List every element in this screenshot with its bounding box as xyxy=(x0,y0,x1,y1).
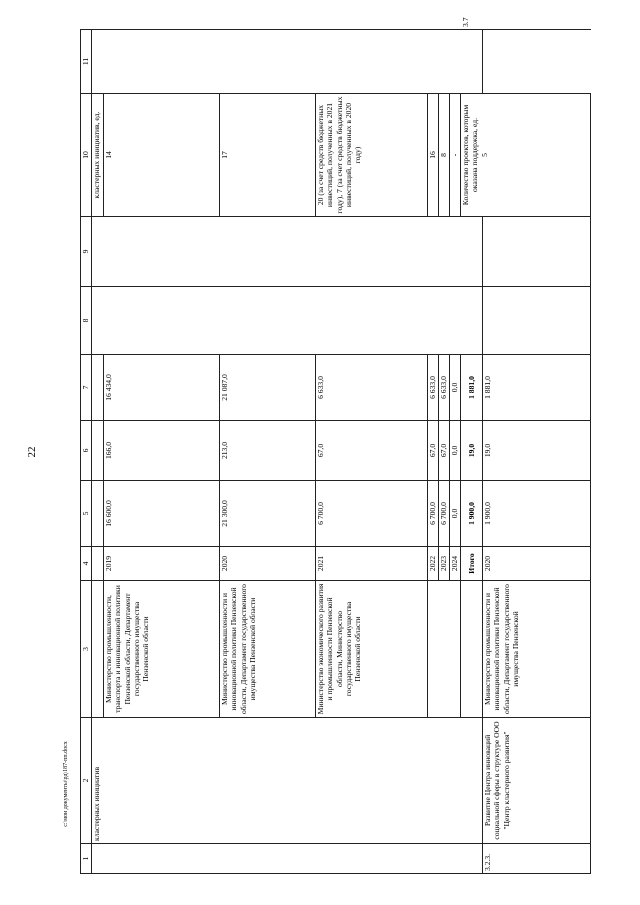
col-number: 1 xyxy=(81,844,92,874)
cell xyxy=(483,217,591,287)
cell-row-number: 3.2.3. xyxy=(483,844,591,874)
cell xyxy=(483,287,591,355)
cell-value: 0,0 xyxy=(450,355,461,421)
col-number: 7 xyxy=(81,355,92,421)
cell-value: 0,0 xyxy=(450,421,461,481)
cell-value: 6 700,0 xyxy=(439,481,450,547)
cell-value: 0,0 xyxy=(450,481,461,547)
cell-value: 19,0 xyxy=(483,421,591,481)
cell-year: 2023 xyxy=(439,547,450,581)
cell-value: 166,0 xyxy=(104,421,220,481)
cell-value: 6 633,0 xyxy=(439,355,450,421)
cell xyxy=(461,581,483,718)
table-row xyxy=(92,30,104,874)
col-number: 11 xyxy=(81,30,92,94)
col-number: 8 xyxy=(81,287,92,355)
cell-indicator: 14 xyxy=(104,94,220,217)
rotated-table-container xyxy=(80,17,590,874)
cell-year: 2022 xyxy=(428,547,439,581)
col-number: 2 xyxy=(81,718,92,844)
cell-value: 1 900,0 xyxy=(483,481,591,547)
cell xyxy=(92,844,483,874)
cell xyxy=(92,355,104,421)
cell-value: 6 633,0 xyxy=(428,355,439,421)
cell-executor: Министерство промышленности, транспорта и инновационной политики Пензенской области, Департамент государственного имущества Пензенской области xyxy=(104,581,220,718)
cell-year: 2019 xyxy=(104,547,220,581)
column-number-row xyxy=(81,30,92,874)
cell-indicator-name: кластерных инициатив, ед. xyxy=(92,94,104,217)
cell-indicator: - xyxy=(450,94,461,217)
col-number: 6 xyxy=(81,421,92,481)
cell xyxy=(92,547,104,581)
cell-value: 67,0 xyxy=(428,421,439,481)
cell-value: 6 700,0 xyxy=(316,481,428,547)
cell-indicator: 20 (за счет средств бюджетных инвестиций, полученных в 2021 году), 7 (за счет средств бюджетных инвестиций, полученных в 2020 году) xyxy=(316,94,428,217)
cell-value: 21 300,0 xyxy=(220,481,316,547)
cell-indicator: 17 xyxy=(220,94,316,217)
cell-year: 2020 xyxy=(483,547,591,581)
cell-total-value: 1 900,0 xyxy=(461,481,483,547)
cell xyxy=(92,30,483,94)
cell-year: 2021 xyxy=(316,547,428,581)
cell xyxy=(92,217,483,287)
cell-year: 2024 xyxy=(450,547,461,581)
cell-value: 1 881,0 xyxy=(483,355,591,421)
cell-executor: Министерство экономического развития и промышленности Пензенской области, Министерство государственного имущества Пензенской области xyxy=(316,581,428,718)
cell xyxy=(92,287,483,355)
cell-value: 67,0 xyxy=(439,421,450,481)
cell-executor: Министерство промышленности и инновационной политики Пензенской области, Департамент государственного имущества Пензенской xyxy=(483,581,591,718)
cell-event-name: Развитие Центра инноваций социальной сферы в структуре ООО "Центр кластерного развития" xyxy=(483,718,591,844)
cell-value: 16 434,0 xyxy=(104,355,220,421)
cell-value: 6 633,0 xyxy=(316,355,428,421)
cell-value: 16 600,0 xyxy=(104,481,220,547)
indicator-value: 5 xyxy=(479,153,489,157)
col-number: 4 xyxy=(81,547,92,581)
footer-file-path: c:\мои документы\рд\187-пп.docx xyxy=(63,741,69,827)
cell-indicator: 16 xyxy=(428,94,439,217)
page-number: 22 xyxy=(26,446,38,458)
cell-value: 213,0 xyxy=(220,421,316,481)
data-table xyxy=(80,17,591,874)
cell xyxy=(92,421,104,481)
col-number: 9 xyxy=(81,217,92,287)
indicator-title: Количество проектов, которым оказана поддержка, ед. xyxy=(461,104,480,206)
col-number: 3 xyxy=(81,581,92,718)
cell-total-value: 1 881,0 xyxy=(461,355,483,421)
table-row-total: Итого 1 900,0 19,0 1 881,0 Количество проектов, которым оказана поддержка, ед. 5 3.7 xyxy=(461,30,483,874)
cell xyxy=(428,581,461,718)
cell-year: 2020 xyxy=(220,547,316,581)
cell-total-label: Итого xyxy=(461,547,483,581)
col-number: 5 xyxy=(81,481,92,547)
cell-value: 21 087,0 xyxy=(220,355,316,421)
cell-executor: Министерство промышленности и инновационной политики Пензенской области, Департамент государственного имущества Пензенской области xyxy=(220,581,316,718)
cell xyxy=(92,481,104,547)
cell-value: 6 700,0 xyxy=(428,481,439,547)
cell-indicator: 8 xyxy=(439,94,450,217)
cell xyxy=(92,581,104,718)
col-number: 10 xyxy=(81,94,92,217)
cell-indicator-name xyxy=(461,94,591,217)
cell-total-value: 19,0 xyxy=(461,421,483,481)
cell-continuation-name: кластерных инициатив xyxy=(92,718,483,844)
cell-value: 67,0 xyxy=(316,421,428,481)
